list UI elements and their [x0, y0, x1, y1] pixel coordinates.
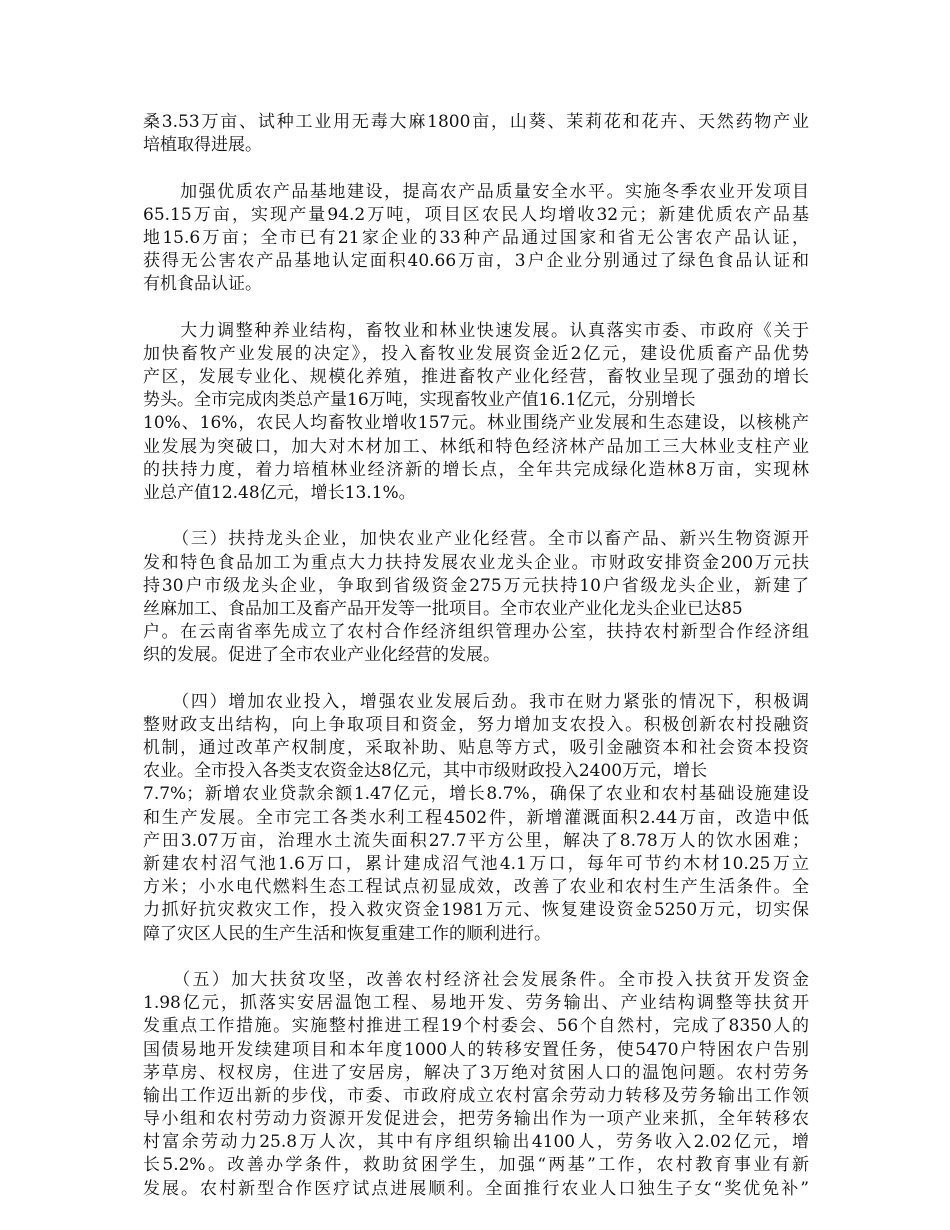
text-line: 力抓好抗灾救灾工作，投入救灾资金1981万元、恢复建设资金5250万元，切实保	[143, 900, 809, 921]
text-line: 方米；小水电代燃料生态工程试点初显成效，改善了农业和农村生产生活条件。全	[143, 877, 809, 898]
text-line: 发重点工作措施。实施整村推进工程19个村委会、56个自然村，完成了8350人的	[143, 1016, 809, 1037]
text-line: 户。在云南省率先成立了农村合作经济组织管理办公室，扶持农村新型合作经济组	[143, 622, 809, 643]
paragraph-quality-base	[143, 181, 809, 297]
text-line: （五）加大扶贫攻坚，改善农村经济社会发展条件。全市投入扶贫开发资金	[143, 969, 809, 990]
text-line: 织的发展。促进了全市农业产业化经营的发展。	[143, 645, 500, 666]
paragraph-agri-investment	[143, 691, 809, 946]
paragraph-crops	[143, 111, 809, 157]
text-line: 和生产发展。全市完工各类水利工程4502件，新增灌溉面积2.44万亩，改造中低	[143, 807, 809, 828]
text-line: 的扶持力度，着力培植林业经济新的增长点，全年共完成绿化造林8万亩，实现林	[143, 459, 809, 480]
paragraph-livestock-forestry	[143, 320, 809, 506]
text-line: 10%、16%，农民人均畜牧业增收157元。林业围绕产业发展和生态建设，以核桃产	[143, 413, 809, 434]
paragraph-leading-enterprises	[143, 528, 809, 667]
text-line: 障了灾区人民的生产生活和恢复重建工作的顺利进行。	[143, 923, 551, 944]
text-line: 业总产值12.48亿元，增长13.1%。	[143, 483, 416, 503]
text-line: 农业。全市投入各类支农资金达8亿元，其中市级财政投入2400万元，增长	[143, 761, 708, 782]
text-line: 大力调整种养业结构，畜牧业和林业快速发展。认真落实市委、市政府《关于	[143, 320, 809, 341]
text-line: 加强优质农产品基地建设，提高农产品质量安全水平。实施冬季农业开发项目	[143, 181, 809, 202]
text-line: 产区，发展专业化、规模化养殖，推进畜牧产业化经营，畜牧业呈现了强劲的增长	[143, 367, 809, 388]
text-line: 整财政支出结构，向上争取项目和资金，努力增加支农投入。积极创新农村投融资	[143, 714, 809, 735]
text-line: 势头。全市完成肉类总产量16万吨，实现畜牧业产值16.1亿元，分别增长	[143, 390, 696, 411]
text-line: 新建农村沼气池1.6万口，累计建成沼气池4.1万口，每年可节约木材10.25万立	[143, 854, 809, 874]
text-line: 导小组和农村劳动力资源开发促进会，把劳务输出作为一项产业来抓，全年转移农	[143, 1109, 809, 1130]
text-line: 地15.6万亩；全市已有21家企业的33种产品通过国家和省无公害农产品认证，	[143, 227, 809, 248]
text-line: 长5.2%。改善办学条件，救助贫困学生，加强“两基”工作，农村教育事业有新	[143, 1155, 809, 1176]
text-line: 65.15万亩，实现产量94.2万吨，项目区农民人均增收32元；新建优质农产品基	[143, 204, 809, 225]
text-line: 加快畜牧产业发展的决定》，投入畜牧业发展资金近2亿元，建设优质畜产品优势	[143, 343, 809, 364]
text-line: 培植取得进展。	[143, 135, 262, 156]
text-line: 国债易地开发续建项目和本年度1000人的转移安置任务，使5470户特困农户告别	[143, 1039, 809, 1060]
text-line: 机制，通过改革产权制度，采取补助、贴息等方式，吸引金融资本和社会资本投资	[143, 738, 809, 759]
text-line: 1.98亿元，抓落实安居温饱工程、易地开发、劳务输出、产业结构调整等扶贫开	[143, 993, 809, 1014]
text-line: 有机食品认证。	[143, 274, 262, 295]
text-line: （四）增加农业投入，增强农业发展后劲。我市在财力紧张的情况下，积极调	[143, 691, 809, 712]
text-line: 获得无公害农产品基地认定面积40.66万亩，3户企业分别通过了绿色食品认证和	[143, 251, 809, 272]
text-line: 7.7%；新增农业贷款余额1.47亿元，增长8.7%，确保了农业和农村基础设施建设	[143, 784, 809, 805]
text-line: 发展。农村新型合作医疗试点进展顺利。全面推行农业人口独生子女“奖优免补”	[143, 1178, 809, 1199]
text-line: 输出工作迈出新的步伐，市委、市政府成立农村富余劳动力转移及劳务输出工作领	[143, 1085, 809, 1106]
text-line: 村富余劳动力25.8万人次，其中有序组织输出4100人，劳务收入2.02亿元，增	[143, 1132, 809, 1153]
text-line: 产田3.07万亩，治理水土流失面积27.7平方公里，解决了8.78万人的饮水困难；	[143, 830, 809, 851]
document-page	[143, 111, 809, 1224]
text-line: 发和特色食品加工为重点大力扶持发展农业龙头企业。市财政安排资金200万元扶	[143, 552, 809, 573]
text-line: 桑3.53万亩、试种工业用无毒大麻1800亩，山葵、茉莉花和花卉、天然药物产业	[143, 112, 809, 132]
text-line: 业发展为突破口，加大对木材加工、林纸和特色经济林产品加工三大林业支柱产业	[143, 436, 809, 457]
text-line: （三）扶持龙头企业，加快农业产业化经营。全市以畜产品、新兴生物资源开	[143, 529, 809, 550]
text-line: 持30户市级龙头企业，争取到省级资金275万元扶持10户省级龙头企业，新建了	[143, 575, 809, 596]
text-line: 丝麻加工、食品加工及畜产品开发等一批项目。全市农业产业化龙头企业已达85	[143, 598, 743, 619]
text-line: 茅草房、杈杈房，住进了安居房，解决了3万绝对贫困人口的温饱问题。农村劳务	[143, 1062, 809, 1083]
paragraph-poverty-alleviation	[143, 969, 809, 1201]
